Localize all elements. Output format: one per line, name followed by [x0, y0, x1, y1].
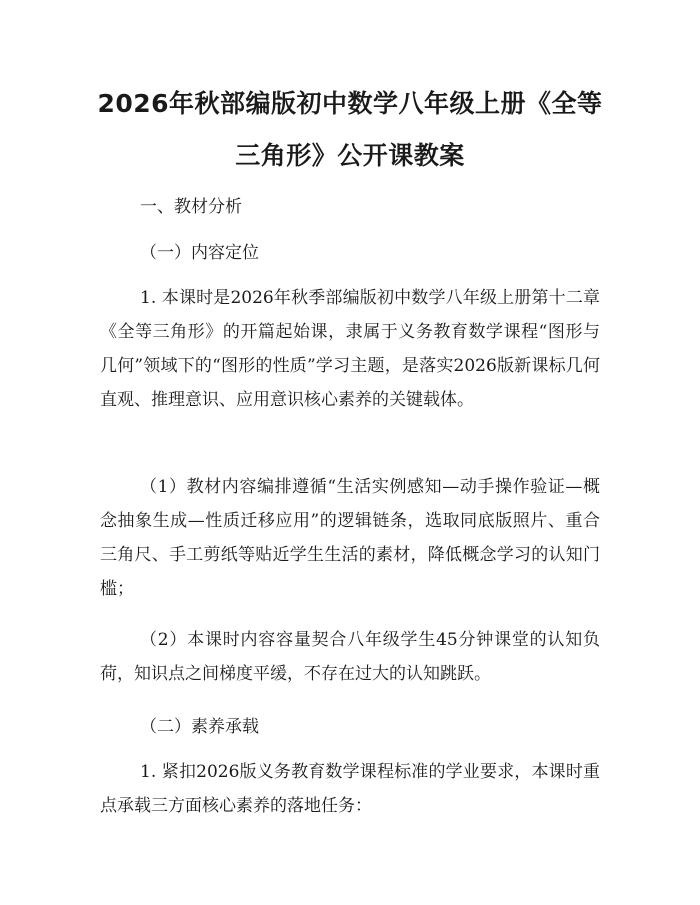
section-heading-teaching-material-analysis: 一、教材分析 [140, 197, 242, 217]
paragraph-lesson-capacity: （2）本课时内容容量契合八年级学生45分钟课堂的认知负荷，知识点之间梯度平缓，不存在过大的认知跳跃。 [100, 630, 600, 684]
paragraph-curriculum-requirements: 1. 紧扣2026版义务教育数学课程标准的学业要求，本课时重点承载三方面核心素养的落地任务： [100, 762, 600, 816]
document-title-line-2: 三角形》公开课教案 [235, 141, 465, 170]
paragraph-content-arrangement: （1）教材内容编排遵循“生活实例感知—动手操作验证—概念抽象生成—性质迁移应用”的逻辑链条，选取同底版照片、重合三角尺、手工剪纸等贴近学生生活的素材，降低概念学习的认知门槛； [100, 477, 600, 599]
subsection-heading-content-positioning: （一）内容定位 [140, 243, 259, 263]
document-title-line-1: 2026年秋部编版初中数学八年级上册《全等 [97, 89, 603, 118]
paragraph-lesson-overview: 1. 本课时是2026年秋季部编版初中数学八年级上册第十二章《全等三角形》的开篇起始课，隶属于义务教育数学课程“图形与几何”领域下的“图形的性质”学习主题，是落实2026版新课标几何直观、推理意识、应用意识核心素养的关键载体。 [100, 288, 600, 410]
subsection-heading-literacy-bearing: （二）素养承载 [140, 717, 259, 737]
